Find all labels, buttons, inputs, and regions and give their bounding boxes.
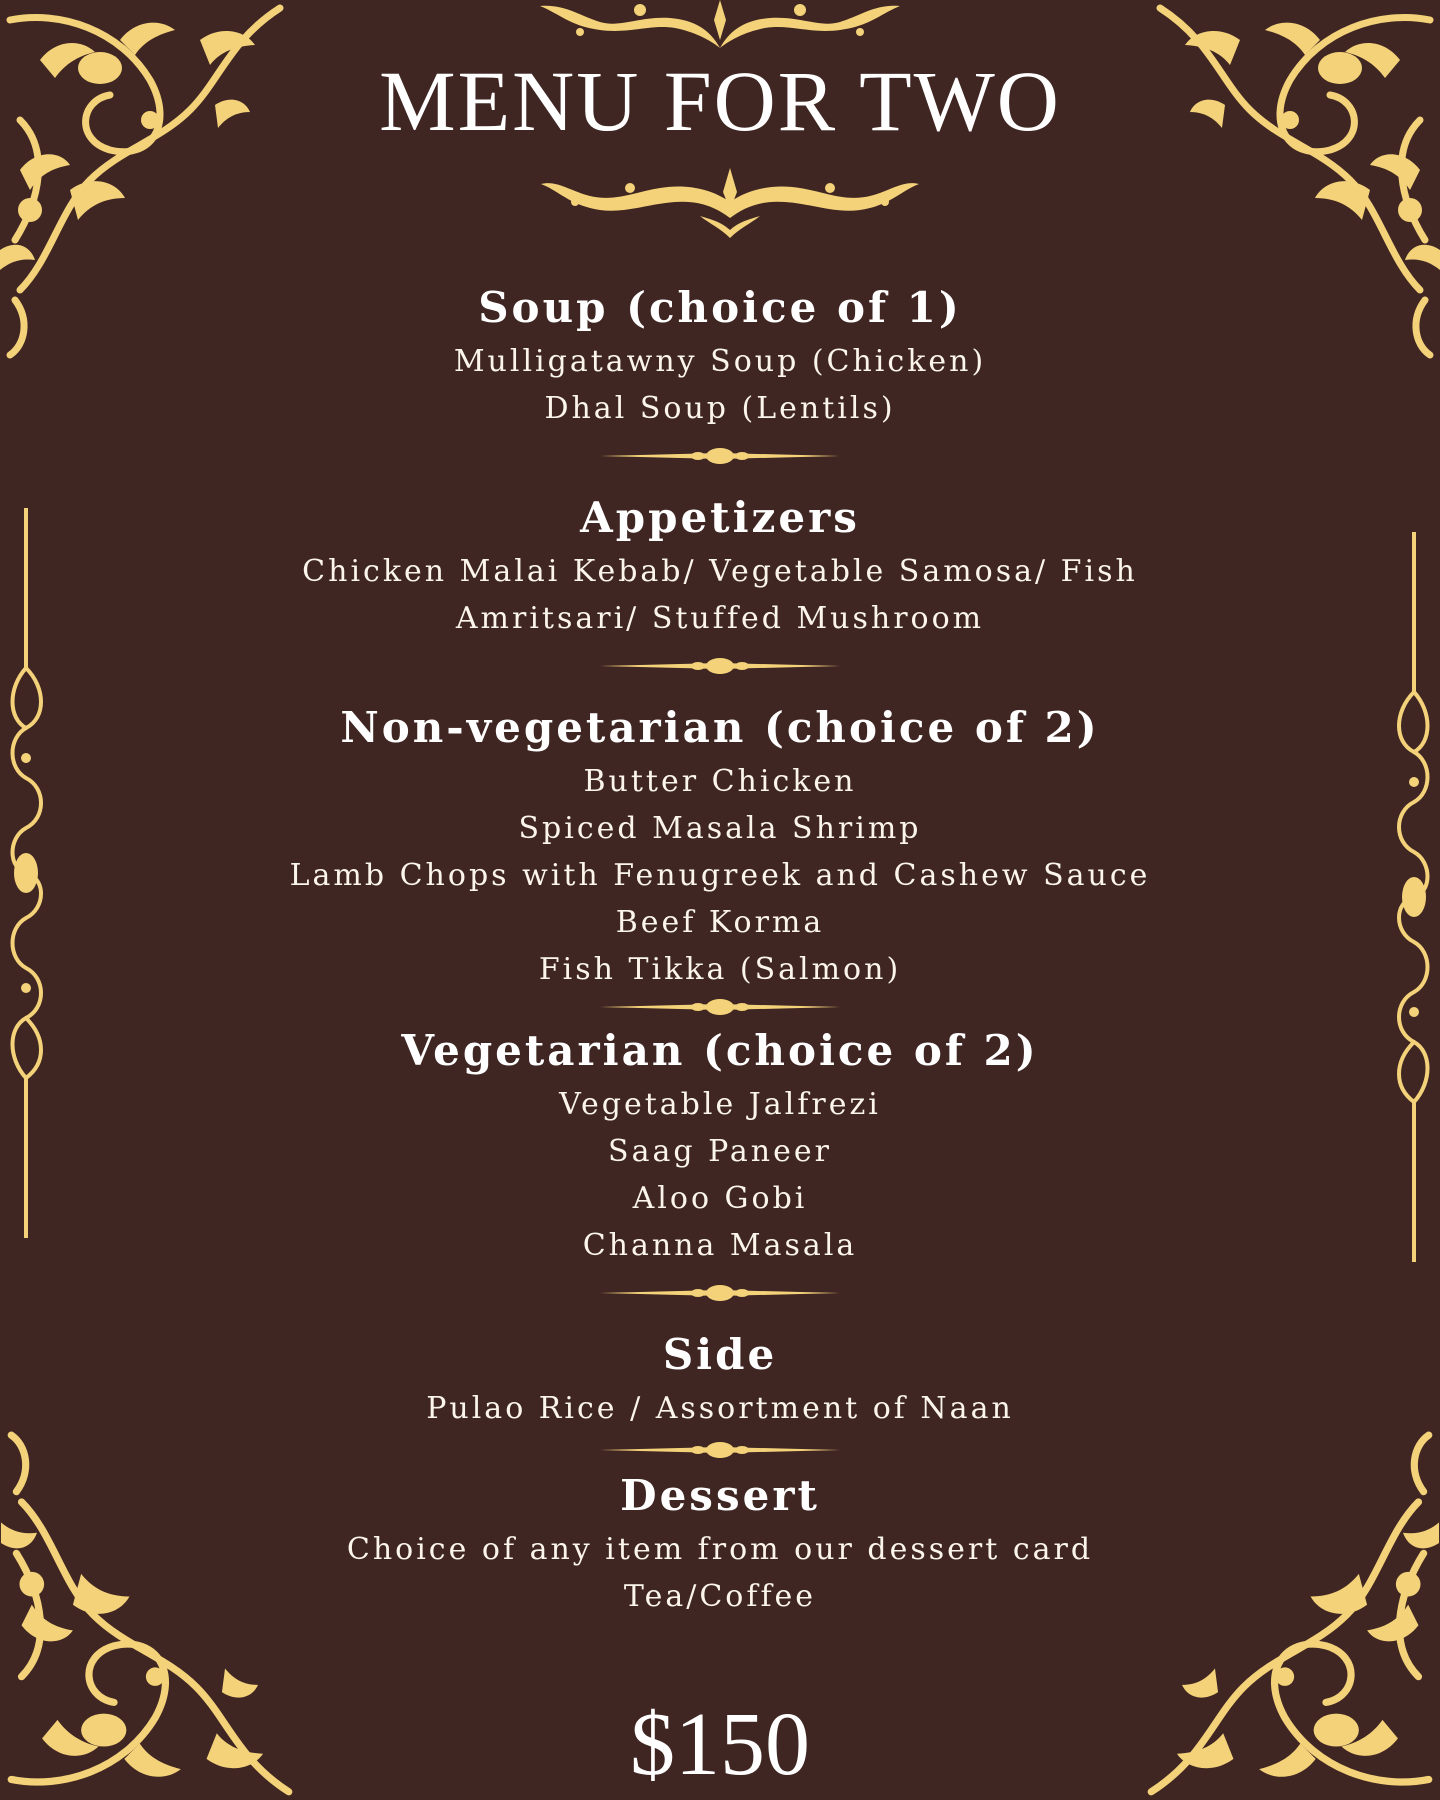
section-heading: Dessert	[620, 1471, 820, 1520]
menu-item: Lamb Chops with Fenugreek and Cashew Sauce	[289, 858, 1151, 893]
section-vegetarian	[200, 1023, 1240, 1269]
section-heading: Vegetarian (choice of 2)	[401, 1026, 1039, 1075]
top-flourish-icon	[520, 0, 920, 52]
divider-icon	[600, 446, 840, 466]
menu-title: MENU FOR TWO	[379, 53, 1061, 149]
divider-icon	[600, 1283, 840, 1303]
title-flourish-icon	[535, 158, 925, 238]
menu-item: Butter Chicken	[583, 764, 857, 799]
left-border-icon	[8, 508, 48, 1238]
menu-item: Channa Masala	[582, 1228, 858, 1263]
section-heading: Appetizers	[580, 493, 860, 542]
section-heading: Non-vegetarian (choice of 2)	[340, 703, 1100, 752]
menu-item: Vegetable Jalfrezi	[559, 1087, 881, 1122]
right-border-icon	[1392, 532, 1432, 1262]
section-side	[200, 1327, 1240, 1432]
divider-icon	[600, 656, 840, 676]
section-dessert	[200, 1468, 1240, 1620]
section-heading: Side	[662, 1330, 778, 1379]
menu-item: Aloo Gobi	[632, 1181, 808, 1216]
menu-item: Saag Paneer	[608, 1134, 832, 1169]
menu-content	[200, 280, 1240, 1620]
menu-item: Chicken Malai Kebab/ Vegetable Samosa/ Fish	[302, 554, 1138, 589]
menu-item: Beef Korma	[615, 905, 825, 940]
section-non-vegetarian	[200, 700, 1240, 993]
section-appetizers	[200, 490, 1240, 642]
menu-item: Spiced Masala Shrimp	[518, 811, 922, 846]
menu-item: Choice of any item from our dessert card	[346, 1532, 1094, 1567]
section-heading: Soup (choice of 1)	[478, 283, 962, 332]
menu-item: Mulligatawny Soup (Chicken)	[453, 344, 987, 379]
menu-item: Dhal Soup (Lentils)	[544, 391, 896, 426]
menu-price: $150	[630, 1695, 810, 1794]
menu-item: Tea/Coffee	[623, 1579, 817, 1614]
menu-item: Pulao Rice / Assortment of Naan	[426, 1391, 1014, 1426]
divider-icon	[600, 997, 840, 1017]
divider-icon	[600, 1440, 840, 1460]
section-soup	[200, 280, 1240, 432]
menu-item: Fish Tikka (Salmon)	[538, 952, 902, 987]
menu-item: Amritsari/ Stuffed Mushroom	[455, 601, 985, 636]
